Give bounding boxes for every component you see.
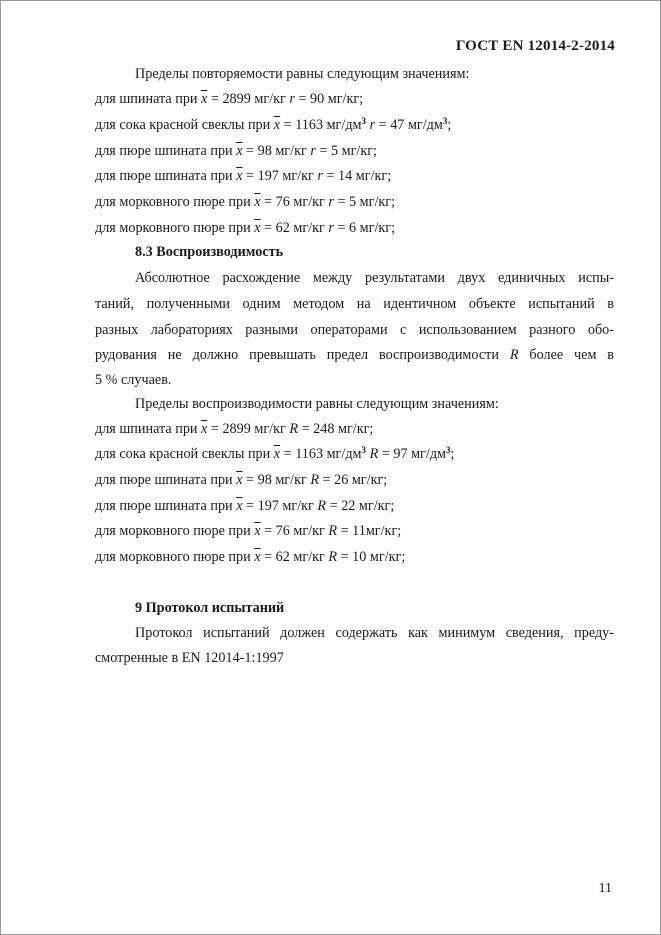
paragraph-line: Абсолютное расхождение между результатами двух единичных испы- bbox=[135, 270, 614, 286]
repeatability-item: для шпината при $\overline{x} = 2899$ мг/кг r = 90 мг/кг; bbox=[95, 91, 364, 107]
section-heading-protocol: 9 Протокол испытаний bbox=[135, 600, 285, 616]
repeatability-item: для пюре шпината при $\overline{x} = 197$ мг/кг r = 14 мг/кг; bbox=[95, 168, 392, 184]
reproducibility-item: для морковного пюре при $\overline{x} = 62$ мг/кг R = 10 мг/кг; bbox=[95, 549, 406, 565]
repeatability-intro: Пределы повторяемости равны следующим значениям: bbox=[135, 66, 470, 82]
repeatability-item: для пюре шпината при $\overline{x} = 98$ мг/кг r = 5 мг/кг; bbox=[95, 143, 377, 159]
paragraph-line: разных лабораториях разными операторами с использованием разного обо- bbox=[95, 322, 614, 338]
paragraph-line: таний, полученными одним методом на идентичном объекте испытаний в bbox=[95, 296, 614, 312]
repeatability-item: для сока красной свеклы при $\overline{x} = 1163$ $мг/дм^3$ r = 47 $мг/дм^3$; bbox=[95, 116, 452, 133]
page-number: 11 bbox=[598, 881, 612, 896]
reproducibility-item: для шпината при $\overline{x} = 2899$ мг/кг R = 248 мг/кг; bbox=[95, 421, 374, 437]
reproducibility-item: для сока красной свеклы при $\overline{x} = 1163$ $мг/дм^3$ R = 97 $мг/дм^3$; bbox=[95, 445, 455, 462]
repeatability-item: для морковного пюре при $\overline{x} = 76$ мг/кг r = 5 мг/кг; bbox=[95, 194, 396, 210]
reproducibility-intro: Пределы воспроизводимости равны следующим значениям: bbox=[135, 396, 499, 412]
paragraph-line: смотренные в EN 12014-1:1997 bbox=[95, 650, 284, 666]
reproducibility-item: для пюре шпината при $\overline{x} = 98$ мг/кг R = 26 мг/кг; bbox=[95, 472, 388, 488]
paragraph-line: 5 % случаев. bbox=[95, 372, 172, 388]
section-heading-reproducibility: 8.3 Воспроизводимость bbox=[135, 244, 284, 260]
reproducibility-item: для пюре шпината при $\overline{x} = 197$ мг/кг R = 22 мг/кг; bbox=[95, 498, 395, 514]
paragraph-line: Протокол испытаний должен содержать как минимум сведения, преду- bbox=[135, 625, 614, 641]
paragraph-line: рудования не должно превышать предел воспроизводимости R более чем в bbox=[95, 347, 615, 363]
document-code: ГОСТ EN 12014-2-2014 bbox=[455, 38, 615, 54]
reproducibility-item: для морковного пюре при $\overline{x} = 76$ мг/кг R = 11мг/кг; bbox=[95, 523, 402, 539]
repeatability-item: для морковного пюре при $\overline{x} = 62$ мг/кг r = 6 мг/кг; bbox=[95, 220, 396, 236]
